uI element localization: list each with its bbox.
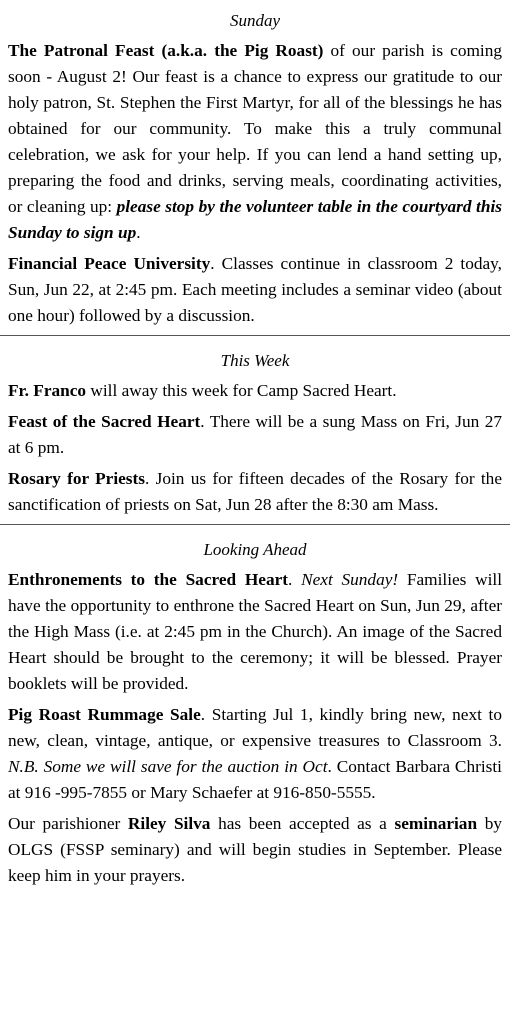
section-looking-ahead [0,539,510,889]
section-sunday [0,0,510,329]
item-text: . Join us for fifteen decades of the Rosary for the sanctification of priests on Sat, Jun 28 after the 8:30 am Mass. [8,469,502,514]
item-enthronements [8,567,502,697]
item-role-bold: seminarian [394,814,478,833]
item-text: . Classes continue in classroom 2 today, Sun, Jun 22, at 2:45 pm. Each meeting includes a seminar video (about one hour) followed by a discussion. [8,254,502,325]
section-divider [0,335,510,336]
item-italic: Next Sunday! [301,570,399,589]
item-text: . Starting Jul 1, kindly bring new, next to new, clean, vintage, antique, or expensive treasures to Classroom 3. [8,705,502,750]
item-fr-franco [8,378,502,404]
item-seminarian [8,811,502,889]
item-text: . [288,570,302,589]
item-lead: Rosary for Priests [8,469,146,488]
item-rummage-sale [8,702,502,806]
item-text-end: . Contact Barbara Christi at 916 -995-7855 or Mary Schaefer at 916-850-5555. [8,757,502,802]
item-lead: Financial Peace University [8,254,211,273]
item-text: will away this week for Camp Sacred Heart. [86,381,397,400]
item-lead: Fr. Franco [8,381,87,400]
item-text-start: Our parishioner [8,814,128,833]
section-title-sunday: Sunday [229,11,281,30]
item-lead: The Patronal Feast (a.k.a. the Pig Roast) [8,41,324,60]
item-lead: Pig Roast Rummage Sale [8,705,201,724]
item-emphasis: please stop by the volunteer table in the courtyard this Sunday to sign up [8,197,502,242]
item-text-end: . [136,223,141,242]
section-title-this-week: This Week [220,351,290,370]
item-name-bold: Riley Silva [127,814,211,833]
item-text-end: Families will have the opportunity to enthrone the Sacred Heart on Sun, Jun 29, after the High Mass (i.e. at 2:45 pm in the Church). An image of the Sacred Heart should be brought to the ceremony; it will be blessed. Prayer booklets will be provided. [8,570,503,693]
item-patronal-feast [8,38,502,246]
item-sacred-heart-feast [8,409,502,461]
item-lead: Feast of the Sacred Heart [8,412,201,431]
item-italic: N.B. Some we will save for the auction in Oct [8,757,328,776]
item-rosary-for-priests [8,466,502,518]
section-divider [0,524,510,525]
item-financial-peace [8,251,502,329]
item-lead: Enthronements to the Sacred Heart [8,570,289,589]
section-this-week [0,350,510,518]
item-text: . There will be a sung Mass on Fri, Jun 27 at 6 pm. [8,412,502,457]
item-text-end: by OLGS (FSSP seminary) and will begin studies in September. Please keep him in your prayers. [8,814,502,885]
item-text: has been accepted as a [210,814,395,833]
item-text: of our parish is coming soon - August 2! Our feast is a chance to express our gratitude to our holy patron, St. Stephen the First Martyr, for all of the blessings he has obtained for our community. To make this a truly communal celebration, we ask for your help. If you can lend a hand setting up, preparing the food and drinks, serving meals, coordinating activities, or cleaning up: [8,41,502,216]
section-title-looking-ahead: Looking Ahead [203,540,307,559]
